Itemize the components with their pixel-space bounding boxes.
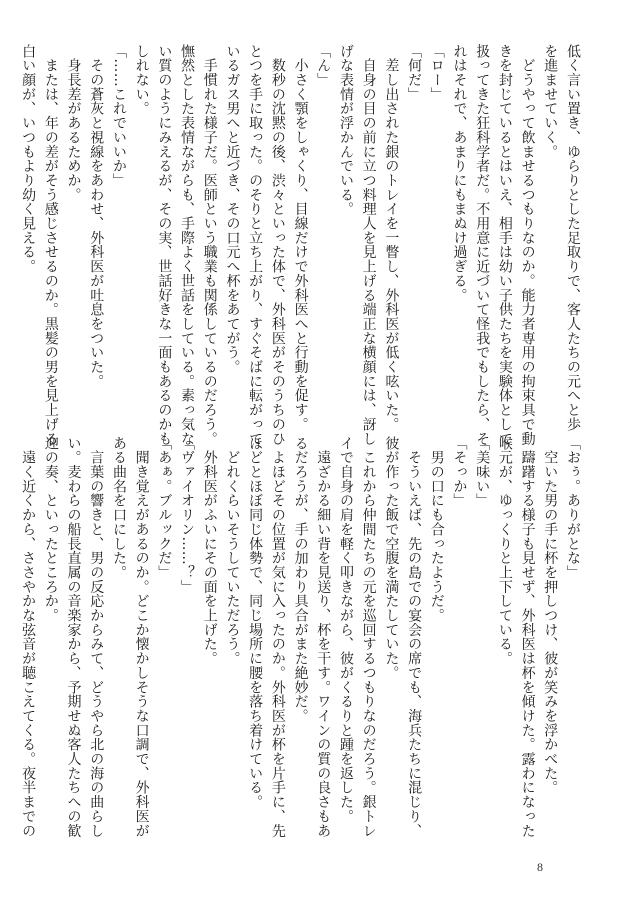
text-line: 「あぁ。ブルックだ」 — [156, 436, 173, 580]
text-line: 喉元が、ゆっくりと上下している。 — [496, 436, 513, 666]
text-line: 彼が作った飯で空腹を満たしていた。 — [383, 436, 400, 680]
text-line: 小さく顎をしゃくり、目線だけで外科医へと行動を促す。 — [292, 44, 309, 432]
text-line: 「ヴァイオリン……？」 — [179, 436, 196, 594]
text-line: 言葉の響きと、男の反応からみて、どうやら北の海の曲らし — [88, 436, 105, 838]
text-line: または、年の差がそう感じさせるのか。黒髪の男を見上げる — [42, 44, 59, 446]
text-line: 「ん」 — [315, 44, 332, 88]
text-line: 遠ざかる細い背を見送り、杯を干す。ワインの質の良さもあ — [315, 436, 332, 838]
text-line: とつを手に取った。のそりと立ち上がり、すぐそばに転がって — [247, 44, 264, 446]
text-line: 身長差があるためか。 — [65, 44, 82, 202]
text-line: 「美味い」 — [474, 436, 491, 508]
text-line: 手慣れた様子だ。医師という職業も関係しているのだろう。 — [201, 44, 218, 446]
text-line: 扱ってきた狂科学者だ。不用意に近づいて怪我でもしたら、そ — [474, 44, 491, 446]
text-line: 聞き覚えがあるのか。どこか懐かしそうな口調で、外科医が — [133, 436, 150, 838]
text-line: 数秒の沈黙の後、渋々といった体で、外科医がそのうちのひ — [269, 44, 286, 446]
text-line: 憮然とした表情ながらも、手際よく世話をしている。素っ気な — [179, 44, 196, 446]
text-line: そういえば、先の島での宴会の席でも、海兵たちに混じり、 — [406, 436, 423, 838]
text-line: 空いた男の手に杯を押しつけ、彼が笑みを浮かべた。 — [542, 436, 559, 795]
text-line: 男の口にも合ったようだ。 — [428, 436, 445, 623]
text-line: 迎の奏、といったところか。 — [42, 436, 59, 623]
text-line: 「そっか」 — [451, 436, 468, 508]
text-line: 「ロー」 — [428, 44, 445, 102]
text-line: イで自身の肩を軽く叩きながら、彼がくるりと踵を返した。 — [337, 436, 354, 824]
text-line: を進ませていく。 — [542, 44, 559, 159]
text-line: 低く言い置き、ゆらりとした足取りで、客人たちの元へと歩 — [565, 44, 581, 432]
text-line: 自身の目の前に立つ料理人を見上げる端正な横顔には、訝し — [360, 44, 377, 446]
text-line: 差し出された銀のトレイを一瞥し、外科医が低く呟いた。 — [383, 44, 400, 432]
text-line: れはそれで、あまりにもまぬけ過ぎる。 — [451, 44, 468, 303]
text-line: るだろうが、手の加わり具合がまた絶妙だ。 — [292, 436, 309, 723]
upper-text-block — [20, 44, 584, 446]
lower-text-block — [20, 436, 584, 838]
text-line: い。麦わらの船長直属の音楽家から、予期せぬ客人たちへの歓 — [65, 436, 82, 838]
text-line: いるガス男へと近づき、その口元へ杯をあてがう。 — [224, 44, 241, 375]
text-line: ある曲名を口にした。 — [110, 436, 127, 580]
text-line: 「おぅ。ありがとな」 — [565, 436, 581, 580]
text-line: どれくらいそうしていただろう。 — [224, 436, 241, 666]
text-line: げな表情が浮かんでいる。 — [337, 44, 354, 217]
text-line: きを封じているとはいえ、相手は幼い子供たちを実験体として — [496, 44, 513, 446]
text-line: 「……これでいいか」 — [110, 44, 127, 188]
text-line: ほどとほぼ同じ体勢で、同じ場所に腰を落ち着けている。 — [247, 436, 264, 810]
text-line: 「何だ」 — [406, 44, 423, 102]
page-number: 8 — [537, 860, 543, 874]
text-line: どうやって飲ませるつもりなのか。能力者専用の拘束具で動 — [519, 44, 536, 446]
text-line: 白い顔が、いつもより幼く見える。 — [20, 44, 37, 274]
text-line: これから仲間たちの元を巡回するつもりなのだろう。銀トレ — [360, 436, 377, 838]
text-line: しれない。 — [133, 44, 150, 116]
text-line: よほどその位置が気に入ったのか。外科医が杯を片手に、先 — [269, 436, 286, 838]
text-line: 外科医がふいにその面を上げた。 — [201, 436, 218, 666]
text-line: 遠く近くから、ささやかな弦音が聴こえてくる。夜半までの — [20, 436, 37, 838]
text-line: い質のようにみえるが、その実、世話好きな一面もあるのかも — [156, 44, 173, 446]
text-line: その蒼灰と視線をあわせ、外科医が吐息をついた。 — [88, 44, 105, 389]
text-line: 躊躇する様子も見せず、外科医は杯を傾けた。露わになった — [519, 436, 536, 838]
